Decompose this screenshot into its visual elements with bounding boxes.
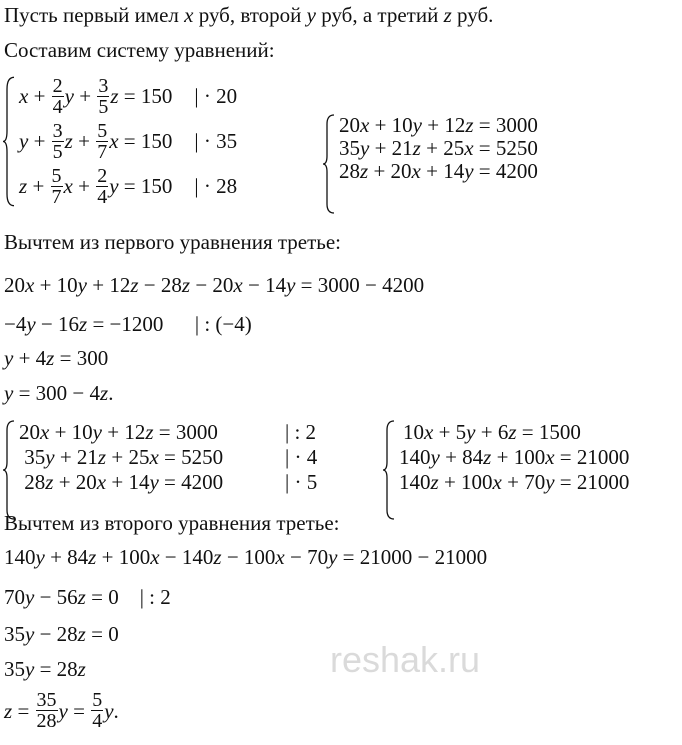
equation-line: 70y − 56z = 0 | : 2 — [4, 585, 171, 609]
brace-icon — [2, 76, 16, 207]
system-2-row: 20 x + 10 y + 12 z = 3000 — [339, 113, 538, 137]
system-2 — [322, 114, 538, 214]
system-1 — [2, 76, 237, 207]
subtract-2-heading: Вычтем из второго уравнения третье: — [4, 511, 340, 535]
equation-line: −4y − 16z = −1200 | : (−4) — [4, 312, 252, 336]
system-4-row: 10 x + 5 y + 6 z = 1500 — [403, 420, 581, 444]
brace-icon — [322, 114, 336, 214]
system-2-row: 28 z + 20 x + 14 y = 4200 — [339, 159, 538, 183]
equation-line: 20x + 10y + 12z − 28z − 20x − 14y = 3000 − 4200 — [4, 273, 425, 297]
watermark: reshak.ru — [330, 639, 481, 680]
equation-line: y + 4z = 300 — [4, 346, 109, 370]
system-4-row: 140 z + 100 x + 70 y = 21000 — [399, 470, 630, 494]
brace-icon — [382, 420, 396, 520]
brace-icon — [2, 420, 16, 520]
system-3-row: 28z + 20x + 14y = 4200 | · 5 — [19, 470, 318, 494]
system-4 — [382, 420, 629, 520]
subtract-1-heading: Вычтем из первого уравнения третье: — [4, 230, 342, 254]
equation-line: y = 300 − 4z. — [4, 381, 114, 405]
equation-line: 140y + 84z + 100x − 140z − 100x − 70y = 21000 − 21000 — [4, 545, 488, 569]
system-3-row: 35y + 21z + 25x = 5250 | · 4 — [19, 445, 318, 469]
system-1-row: y + $\frac{3}{5}$ z + $\frac{5}{7}$ x = 150 | · 35 — [19, 120, 238, 163]
intro-text: Пусть первый имел x руб, второй y руб, а третий z руб. — [4, 3, 494, 27]
system-1-row: x + $\frac{2}{4}$ y + $\frac{3}{5}$ z = 150 | · 20 — [19, 75, 238, 118]
final-equation: z = $\frac{35}{28}$ y = $\frac{5}{4}$ y. — [4, 689, 119, 732]
system-4-row: 140 y + 84 z + 100 x = 21000 — [399, 445, 630, 469]
compose-heading: Составим систему уравнений: — [4, 38, 275, 62]
system-2-row: 35 y + 21 z + 25 x = 5250 — [339, 136, 538, 160]
system-3-row: 20x + 10y + 12z = 3000 | : 2 — [19, 420, 317, 444]
equation-line: 35y = 28z — [4, 657, 86, 681]
system-1-row: z + $\frac{5}{7}$ x + $\frac{2}{4}$ y = 150 | · 28 — [19, 165, 238, 208]
equation-line: 35y − 28z = 0 — [4, 622, 119, 646]
system-3 — [2, 420, 317, 520]
